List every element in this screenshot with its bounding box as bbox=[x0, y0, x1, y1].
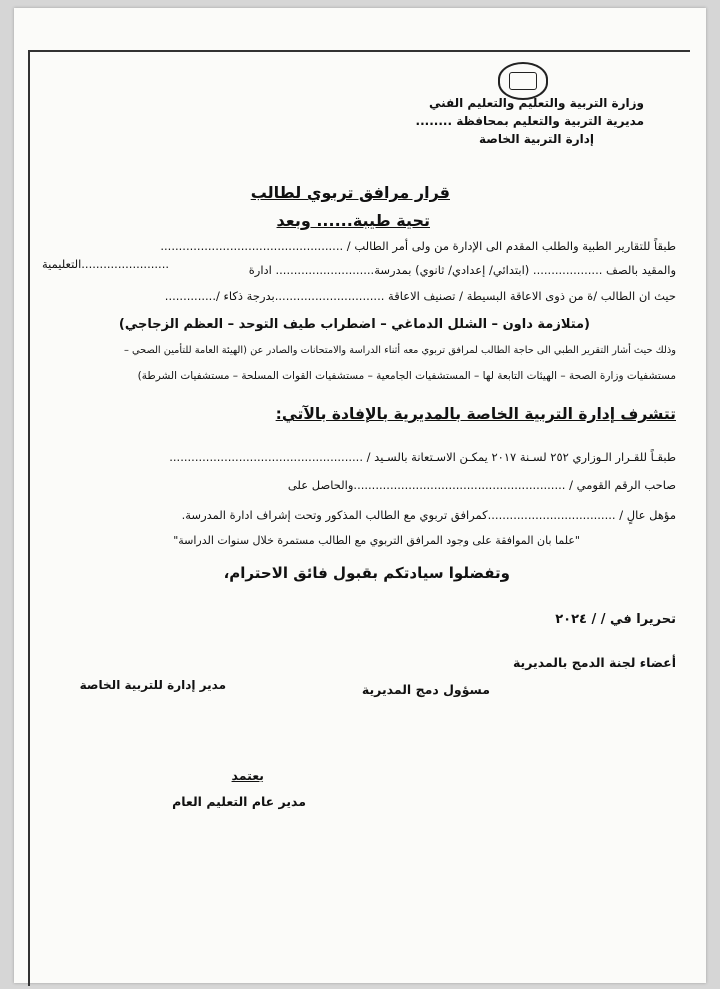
decree-line: طبقـاً للقـرار الـوزاري ٢٥٢ لسـنة ٢٠١٧ يمكـن الاسـتعانة بالسـيد / ..................................................... bbox=[169, 450, 676, 464]
body-line-2-end: ........................التعليمية bbox=[42, 257, 170, 271]
special-ed-director-label: مدير إدارة للتربية الخاصة bbox=[79, 678, 226, 692]
qualification-line: مؤهل عالٍ / ...................................كمرافق تربوي مع الطالب المذكور وتحت إشراف ادارة المدرسة. bbox=[181, 508, 676, 522]
header-department: إدارة التربية الخاصة bbox=[478, 132, 594, 146]
body-line-3: حيث ان الطالب /ة من ذوى الاعاقة البسيطة / تصنيف الاعاقة ..............................بدرجة ذكاء /.............. bbox=[164, 289, 676, 303]
honor-heading: تتشرف إدارة التربية الخاصة بالمديرية بالإفادة بالآتي: bbox=[275, 405, 676, 423]
integration-officer-label: مسؤول دمج المديرية bbox=[361, 682, 490, 697]
header-ministry: وزارة التربية والتعليم والتعليم الفني bbox=[428, 96, 644, 110]
date-line: تحريرا في / / ٢٠٢٤ bbox=[555, 612, 676, 627]
ministry-logo-icon bbox=[498, 62, 548, 100]
approval-title: مدير عام التعليم العام bbox=[172, 794, 306, 809]
national-id-line: صاحب الرقم القومي / ..........................................................والحاصل على bbox=[287, 478, 676, 492]
document-title: قرار مرافق تربوي لطالب bbox=[250, 183, 450, 202]
committee-label: أعضاء لجنة الدمج بالمديرية bbox=[512, 655, 676, 670]
body-line-5: وذلك حيث أشار التقرير الطبي الى حاجة الطالب لمرافق تربوي معه أثناء الدراسة والامتحانات والصادر عن (الهيئة العامة للتأمين الصحي – bbox=[123, 345, 676, 356]
body-line-2: والمقيد بالصف ................... (ابتدائي/ إعدادي/ ثانوي) بمدرسة........................... ادارة bbox=[248, 263, 676, 277]
approval-label: يعتمد bbox=[231, 768, 264, 783]
body-line-4: (متلازمة داون – الشلل الدماغي – اضطراب طيف التوحد – العظم الزجاجي) bbox=[118, 317, 590, 332]
body-line-1: طبقاً للتقارير الطبية والطلب المقدم الى الإدارة من ولى أمر الطالب / .................................................. bbox=[160, 239, 676, 253]
approval-note: "علما بان الموافقة على وجود المرافق التربوي مع الطالب مستمرة خلال سنوات الدراسة" bbox=[173, 534, 580, 547]
closing-line: وتفضلوا سيادتكم بقبول فائق الاحترام، bbox=[223, 564, 510, 582]
header-directorate: مديرية التربية والتعليم بمحافظة ........ bbox=[415, 114, 644, 128]
body-line-6: مستشفيات وزارة الصحة – الهيئات التابعة لها – المستشفيات الجامعية – مستشفيات القوات المسلحة – مستشفيات الشرطة) bbox=[137, 370, 676, 382]
greeting: تحية طيبة...... وبعد bbox=[276, 211, 430, 230]
